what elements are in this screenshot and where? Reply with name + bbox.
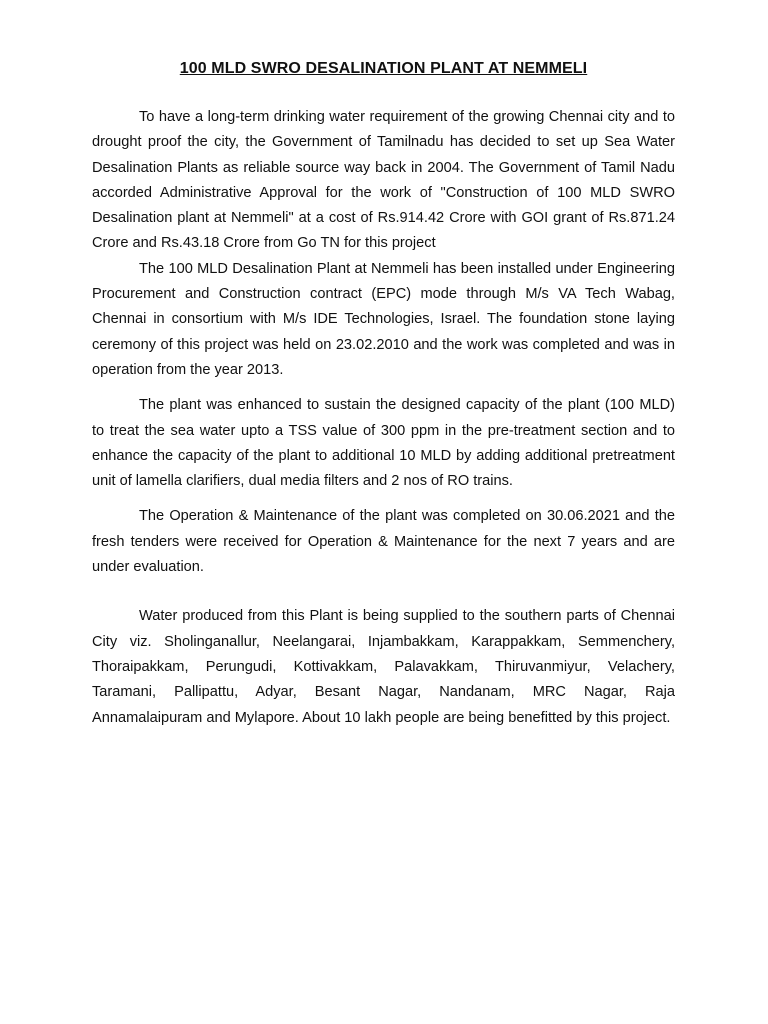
paragraph-operation-maintenance: The Operation & Maintenance of the plant was completed on 30.06.2021 and the fresh tenders were received for Operation & Maintenance for the next 7 years and are under evaluation. [92,508,675,576]
paragraph-installation: The 100 MLD Desalination Plant at Nemmeli has been installed under Engineering Procurement and Construction contract (EPC) mode through M/s VA Tech Wabag, Chennai in consortium with M/s IDE Technologies, Israel. The foundation stone laying ceremony of this project was held on 23.02.2010 and the work was completed and was in operation from the year 2013. [92,260,675,378]
paragraph-enhancement: The plant was enhanced to sustain the designed capacity of the plant (100 MLD) to treat the sea water upto a TSS value of 300 ppm in the pre-treatment section and to enhance the capacity of the plant to additional 10 MLD by adding additional pretreatment unit of lamella clarifiers, dual media filters and 2 nos of RO trains. [92,397,675,490]
document-title: 100 MLD SWRO DESALINATION PLANT AT NEMMELI [179,60,588,77]
document-page [92,60,675,731]
paragraph-background: To have a long-term drinking water requirement of the growing Chennai city and to drought proof the city, the Government of Tamilnadu has decided to set up Sea Water Desalination Plants as reliable source way back in 2004. The Government of Tamil Nadu accorded Administrative Approval for the work of "Construction of 100 MLD SWRO Desalination plant at Nemmeli" at a cost of Rs.914.42 Crore with GOI grant of Rs.871.24 Crore and Rs.43.18 Crore from Go TN for this project [92,109,675,252]
paragraph-water-supply: Water produced from this Plant is being supplied to the southern parts of Chennai City viz. Sholinganallur, Neelangarai, Injambakkam, Karappakkam, Semmenchery, Thoraipakkam, Perungudi, Kottivakkam, Palavakkam, Thiruvanmiyur, Velachery, Taramani, Pallipattu, Adyar, Besant Nagar, Nandanam, MRC Nagar, Raja Annamalaipuram and Mylapore. About 10 lakh people are being benefitted by this project. [92,608,675,726]
